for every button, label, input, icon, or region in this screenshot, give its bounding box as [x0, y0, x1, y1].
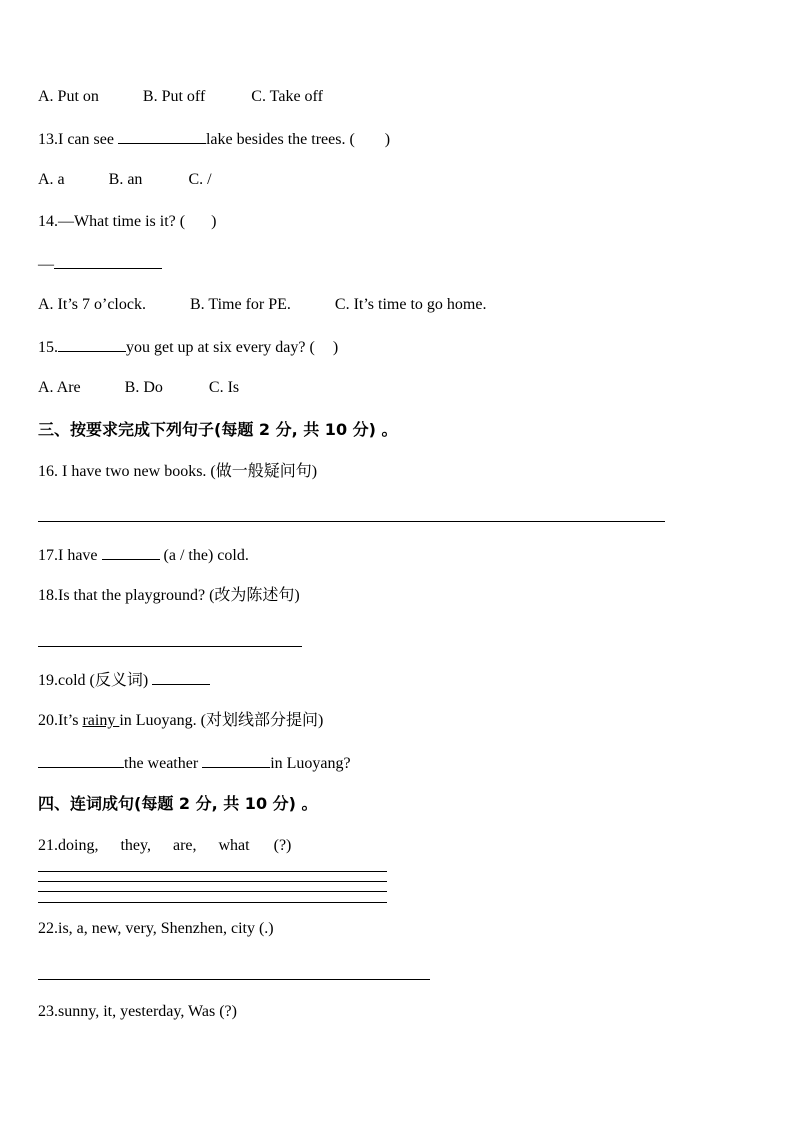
question-21 [38, 836, 291, 856]
question-23: 23.sunny, it, yesterday, Was (?) [38, 1003, 237, 1020]
q14-options [38, 295, 486, 315]
q13-number: 13. [38, 131, 58, 148]
q14-blank[interactable] [54, 254, 162, 269]
q20-answer-line [38, 753, 351, 774]
q14-text: 14.—What time is it? ( [38, 213, 186, 230]
q21-word-3: are, [172, 837, 197, 854]
q15-number: 15. [38, 339, 58, 356]
q21-writing-line-4[interactable] [38, 902, 387, 903]
q15-paren-close: ) [332, 339, 339, 356]
section-3-heading: 三、按要求完成下列句子(每题 2 分, 共 10 分) 。 [38, 420, 398, 439]
q13-text-start: I can see [58, 131, 118, 148]
q14-paren-close: ) [211, 213, 217, 230]
q13-option-b: B. an [108, 171, 143, 188]
question-14 [38, 212, 216, 232]
question-15 [38, 337, 338, 358]
question-22: 22.is, a, new, very, Shenzhen, city (.) [38, 920, 274, 937]
q21-word-1: doing, [58, 837, 99, 854]
q20-text-end: in Luoyang. (对划线部分提问) [119, 712, 324, 729]
section-4-heading: 四、连词成句(每题 2 分, 共 10 分) 。 [38, 794, 318, 813]
q20-answer-mid: the weather [124, 755, 203, 772]
q19-text: 19.cold (反义词) [38, 672, 153, 689]
q12-option-b: B. Put off [142, 88, 206, 105]
q20-text-start: 20.It’s [38, 712, 83, 729]
q21-writing-line-2[interactable] [38, 881, 387, 882]
q21-word-5: (?) [273, 837, 292, 854]
q14-dash: — [38, 256, 54, 273]
q13-blank[interactable] [118, 129, 206, 144]
q13-option-a: A. a [38, 171, 65, 188]
question-20 [38, 711, 323, 731]
q17-text-end: (a / the) cold. [159, 547, 249, 564]
q15-text: you get up at six every day? ( [126, 339, 315, 356]
q14-option-a: A. It’s 7 o’clock. [38, 296, 146, 313]
question-19 [38, 670, 210, 691]
q15-option-c: C. Is [208, 379, 240, 396]
q15-options [38, 378, 239, 398]
q21-writing-line-3[interactable] [38, 891, 387, 892]
q12-option-a: A. Put on [38, 88, 99, 105]
q14-option-b: B. Time for PE. [189, 296, 291, 313]
q17-blank[interactable] [102, 545, 160, 560]
q21-word-2: they, [120, 837, 151, 854]
q20-underlined-word: rainy [82, 712, 120, 729]
q15-option-a: A. Are [38, 379, 81, 396]
q18-answer-line[interactable] [38, 646, 302, 647]
q20-blank-2[interactable] [202, 753, 270, 768]
q19-blank[interactable] [152, 670, 210, 685]
q15-blank[interactable] [58, 337, 126, 352]
q14-option-c: C. It’s time to go home. [334, 296, 487, 313]
q13-options [38, 170, 212, 190]
q17-text-start: 17.I have [38, 547, 102, 564]
q21-word-4: what [218, 837, 250, 854]
q13-paren-close: ) [384, 131, 391, 148]
question-18: 18.Is that the playground? (改为陈述句) [38, 587, 300, 604]
q22-answer-line[interactable] [38, 979, 430, 980]
question-17 [38, 545, 249, 566]
q15-option-b: B. Do [124, 379, 163, 396]
q20-answer-end: in Luoyang? [270, 755, 351, 772]
q21-writing-line-1[interactable] [38, 871, 387, 872]
question-16: 16. I have two new books. (做一般疑问句) [38, 463, 318, 480]
q12-options [38, 87, 323, 107]
q21-number: 21. [38, 837, 58, 854]
q16-answer-line[interactable] [38, 521, 665, 522]
q14-answer-line [38, 254, 162, 275]
q12-option-c: C. Take off [251, 88, 323, 105]
question-13 [38, 129, 390, 150]
q20-blank-1[interactable] [38, 753, 124, 768]
q13-text-end: lake besides the trees. ( [205, 131, 355, 148]
q13-option-c: C. / [188, 171, 212, 188]
